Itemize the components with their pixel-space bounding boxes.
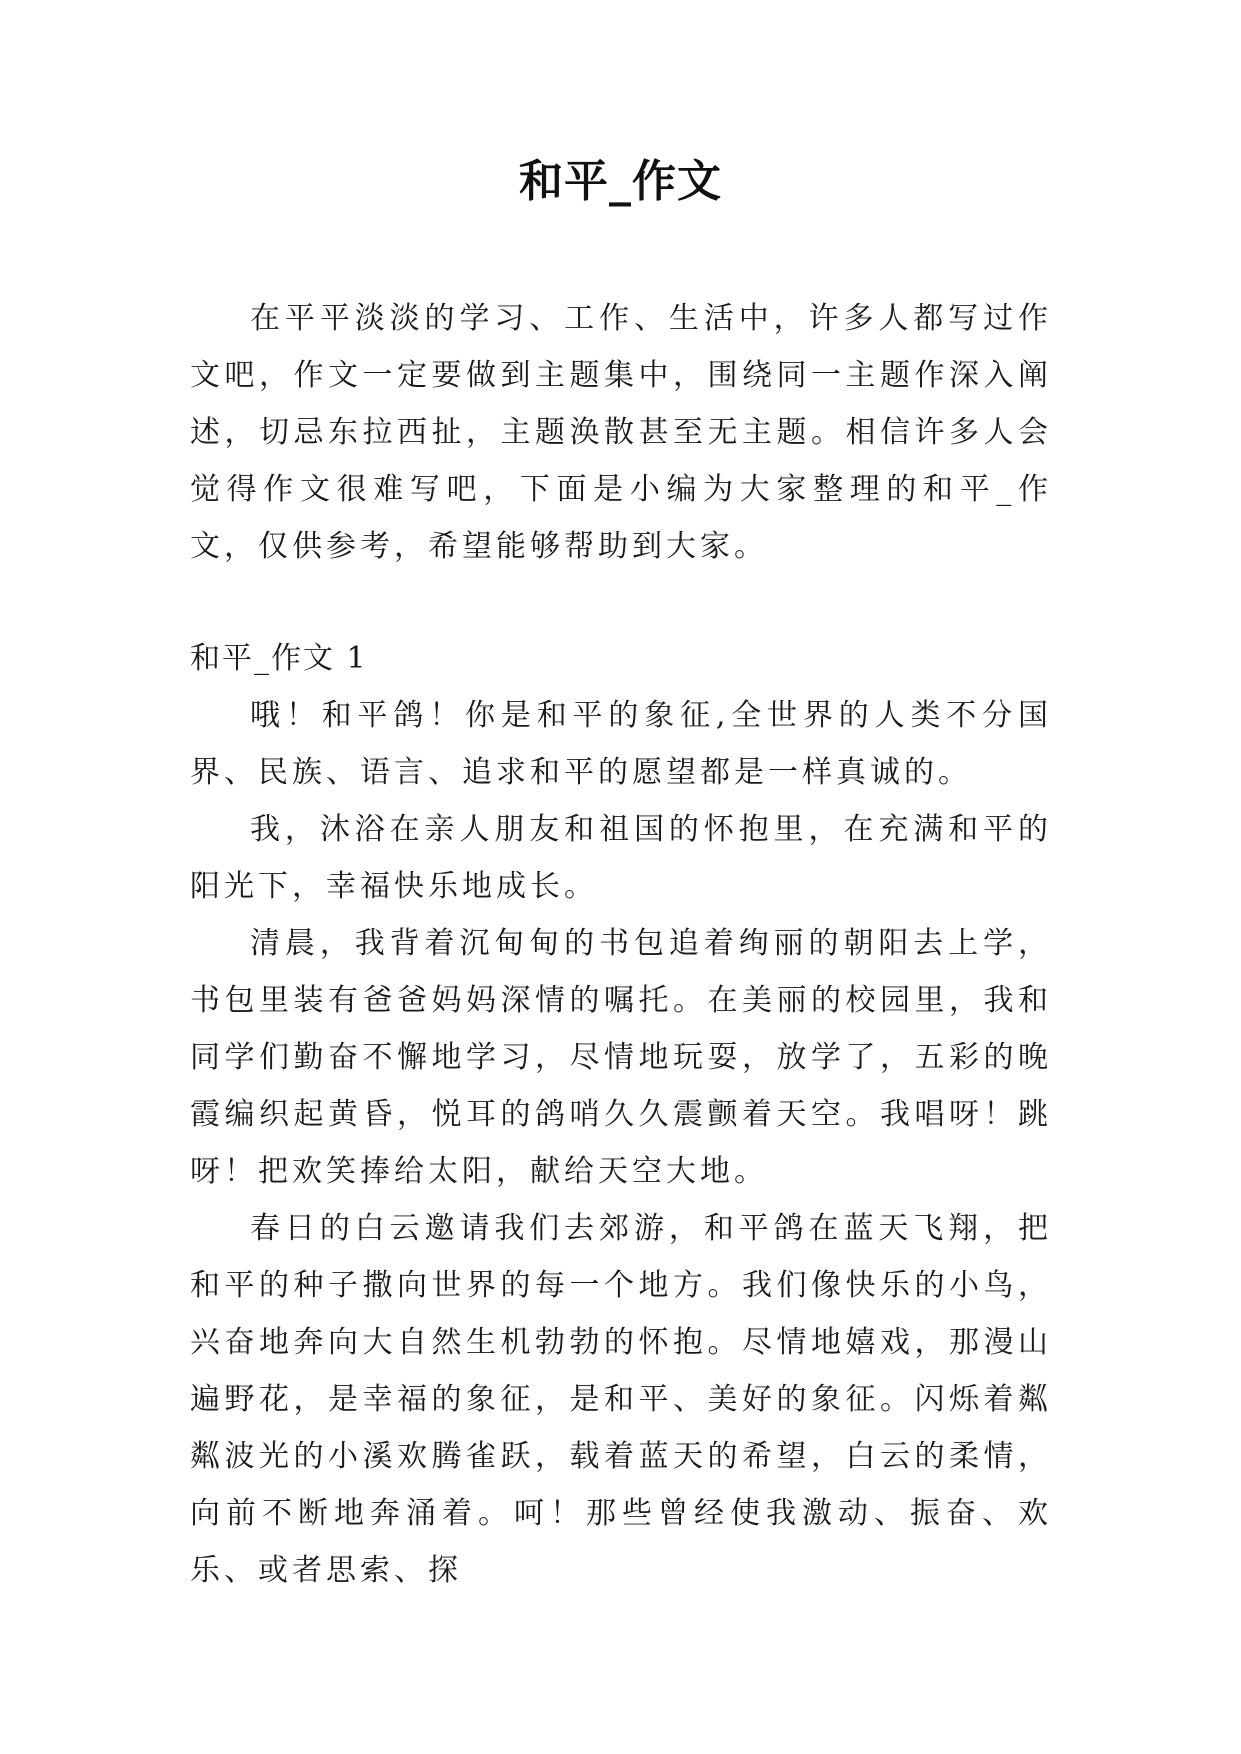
body-paragraph-3: 清晨，我背着沉甸甸的书包追着绚丽的朝阳去上学，书包里装有爸爸妈妈深情的嘱托。在美丽的校园里，我和同学们勤奋不懈地学习，尽情地玩耍，放学了，五彩的晚霞编织起黄昏，悦耳的鸽哨久久震颤着天空。我唱呀！跳呀！把欢笑捧给太阳，献给天空大地。 <box>190 926 1052 1189</box>
body-paragraph-1: 哦！和平鸽！你是和平的象征,全世界的人类不分国界、民族、语言、追求和平的愿望都是一样真诚的。 <box>190 698 1052 790</box>
section-heading: 和平_作文 1 <box>190 641 368 676</box>
document-title: 和平_作文 <box>519 156 722 207</box>
body-paragraph-4: 春日的白云邀请我们去郊游，和平鸽在蓝天飞翔，把和平的种子撒向世界的每一个地方。我们像快乐的小鸟，兴奋地奔向大自然生机勃勃的怀抱。尽情地嬉戏，那漫山遍野花，是幸福的象征，是和平、美好的象征。闪烁着粼粼波光的小溪欢腾雀跃，载着蓝天的希望，白云的柔情，向前不断地奔涌着。呵！那些曾经使我激动、振奋、欢乐、或者思索、探 <box>190 1211 1052 1588</box>
body-paragraph-2: 我，沐浴在亲人朋友和祖国的怀抱里，在充满和平的阳光下，幸福快乐地成长。 <box>190 812 1052 904</box>
document-body <box>190 290 1052 1599</box>
intro-paragraph: 在平平淡淡的学习、工作、生活中，许多人都写过作文吧，作文一定要做到主题集中，围绕同一主题作深入阐述，切忌东拉西扯，主题涣散甚至无主题。相信许多人会觉得作文很难写吧，下面是小编为大家整理的和平_作文，仅供参考，希望能够帮助到大家。 <box>190 301 1052 564</box>
